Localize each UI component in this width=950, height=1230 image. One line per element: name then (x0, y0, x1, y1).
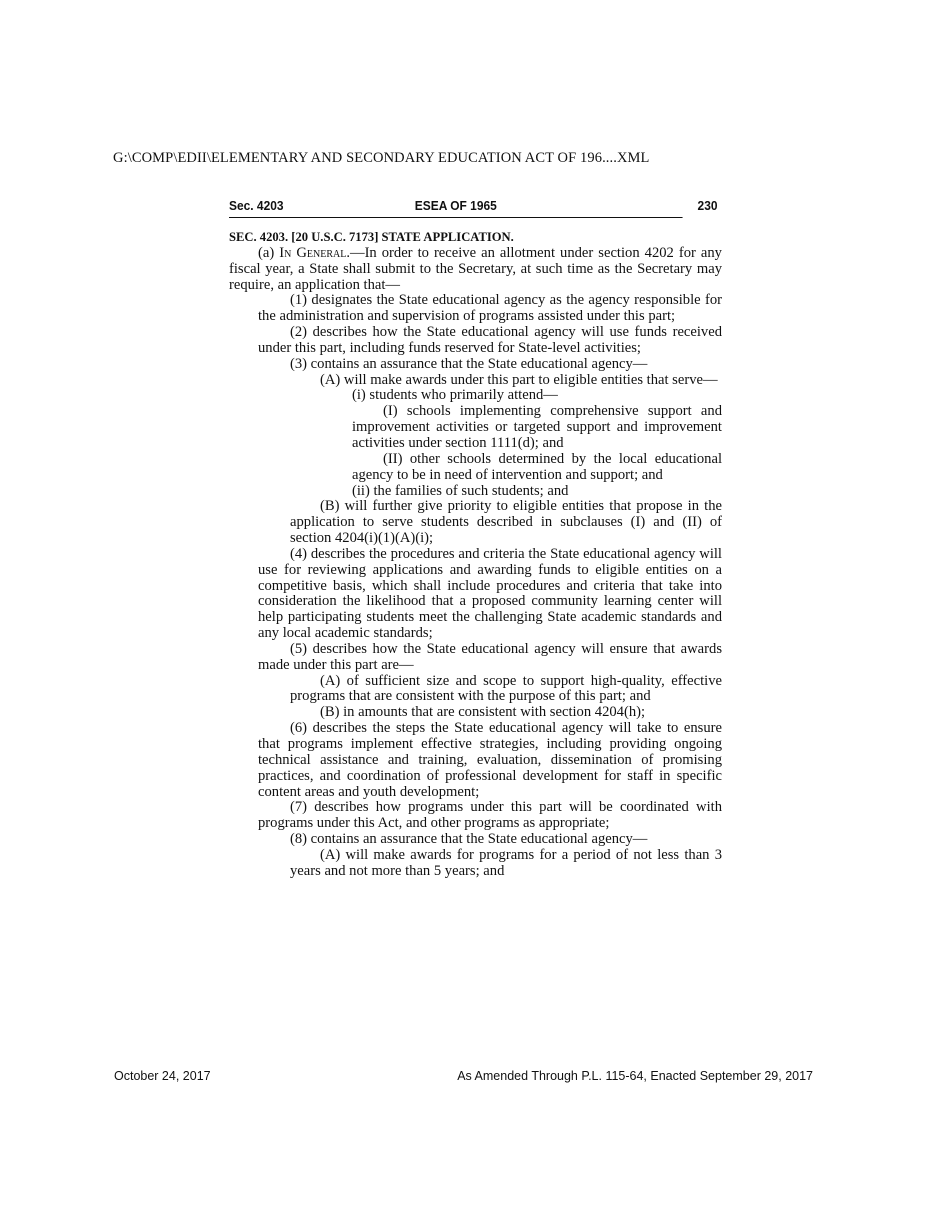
paragraph: (A) of sufficient size and scope to support high-quality, effective programs that are consistent with the purpose of this part; and (290, 672, 722, 705)
paragraph: (B) will further give priority to eligible entities that propose in the application to serve students described in subclauses (I) and (II) of section 4204(i)(1)(A)(i); (290, 498, 722, 547)
header-title: ESEA OF 1965 (414, 198, 497, 213)
paragraph: (ii) the families of such students; and (352, 482, 569, 499)
header-section: Sec. 4203 (229, 198, 284, 213)
paragraph: (2) describes how the State educational agency will use funds received under this part, including funds reserved for State-level activities; (258, 324, 722, 356)
subsection-a (229, 246, 722, 294)
paragraph: (A) will make awards under this part to eligible entities that serve— (320, 371, 718, 388)
paragraph: (6) describes the steps the State educational agency will take to ensure that programs implement effective strategies, including providing ongoing technical assistance and training, evaluation, dissemination of promising practices, and coordination of professional development for staff in specific content areas and youth development; (258, 720, 722, 800)
paragraph: (B) in amounts that are consistent with section 4204(h); (320, 704, 646, 721)
page-number: 230 (697, 198, 718, 213)
paragraph: (4) describes the procedures and criteria the State educational agency will use for reviewing applications and awarding funds to eligible entities on a competitive basis, which shall include procedures and criteria that take into consideration the likelihood that a proposed community learning center will help participating students meet the challenging State academic standards and any local academic standards; (258, 545, 722, 642)
paragraph: (8) contains an assurance that the State educational agency— (290, 831, 648, 848)
paragraph: (1) designates the State educational agency as the agency responsible for the administration and supervision of programs assisted under this part; (258, 292, 722, 325)
subsection-a-caption: In General (279, 244, 347, 261)
paragraph: (II) other schools determined by the local educational agency to be in need of intervention and support; and (352, 450, 722, 483)
paragraph-list (229, 293, 722, 879)
document-body (229, 230, 722, 880)
footer-amended: As Amended Through P.L. 115-64, Enacted September 29, 2017 (457, 1069, 813, 1083)
running-header (229, 198, 718, 218)
section-heading: SEC. 4203. [20 U.S.C. 7173] STATE APPLICATION. (229, 230, 514, 244)
subsection-a-label: (a) (258, 244, 280, 261)
paragraph: (5) describes how the State educational agency will ensure that awards made under this part are— (258, 640, 722, 673)
footer-date: October 24, 2017 (114, 1069, 211, 1083)
subsection-a-text: .—In order to receive an allotment under section 4202 for any fiscal year, a State shall submit to the Secretary, at such time as the Secretary may require, an application that— (229, 244, 722, 293)
paragraph: (A) will make awards for programs for a period of not less than 3 years and not more than 5 years; and (290, 846, 722, 879)
file-path: G:\COMP\EDII\ELEMENTARY AND SECONDARY EDUCATION ACT OF 196....XML (113, 150, 650, 166)
paragraph: (7) describes how programs under this part will be coordinated with programs under this Act, and other programs as appropriate; (258, 799, 722, 832)
paragraph: (3) contains an assurance that the State educational agency— (290, 355, 648, 372)
paragraph: (I) schools implementing comprehensive support and improvement activities or targeted support and improvement activities under section 1111(d); and (352, 403, 722, 451)
paragraph: (i) students who primarily attend— (352, 387, 558, 404)
